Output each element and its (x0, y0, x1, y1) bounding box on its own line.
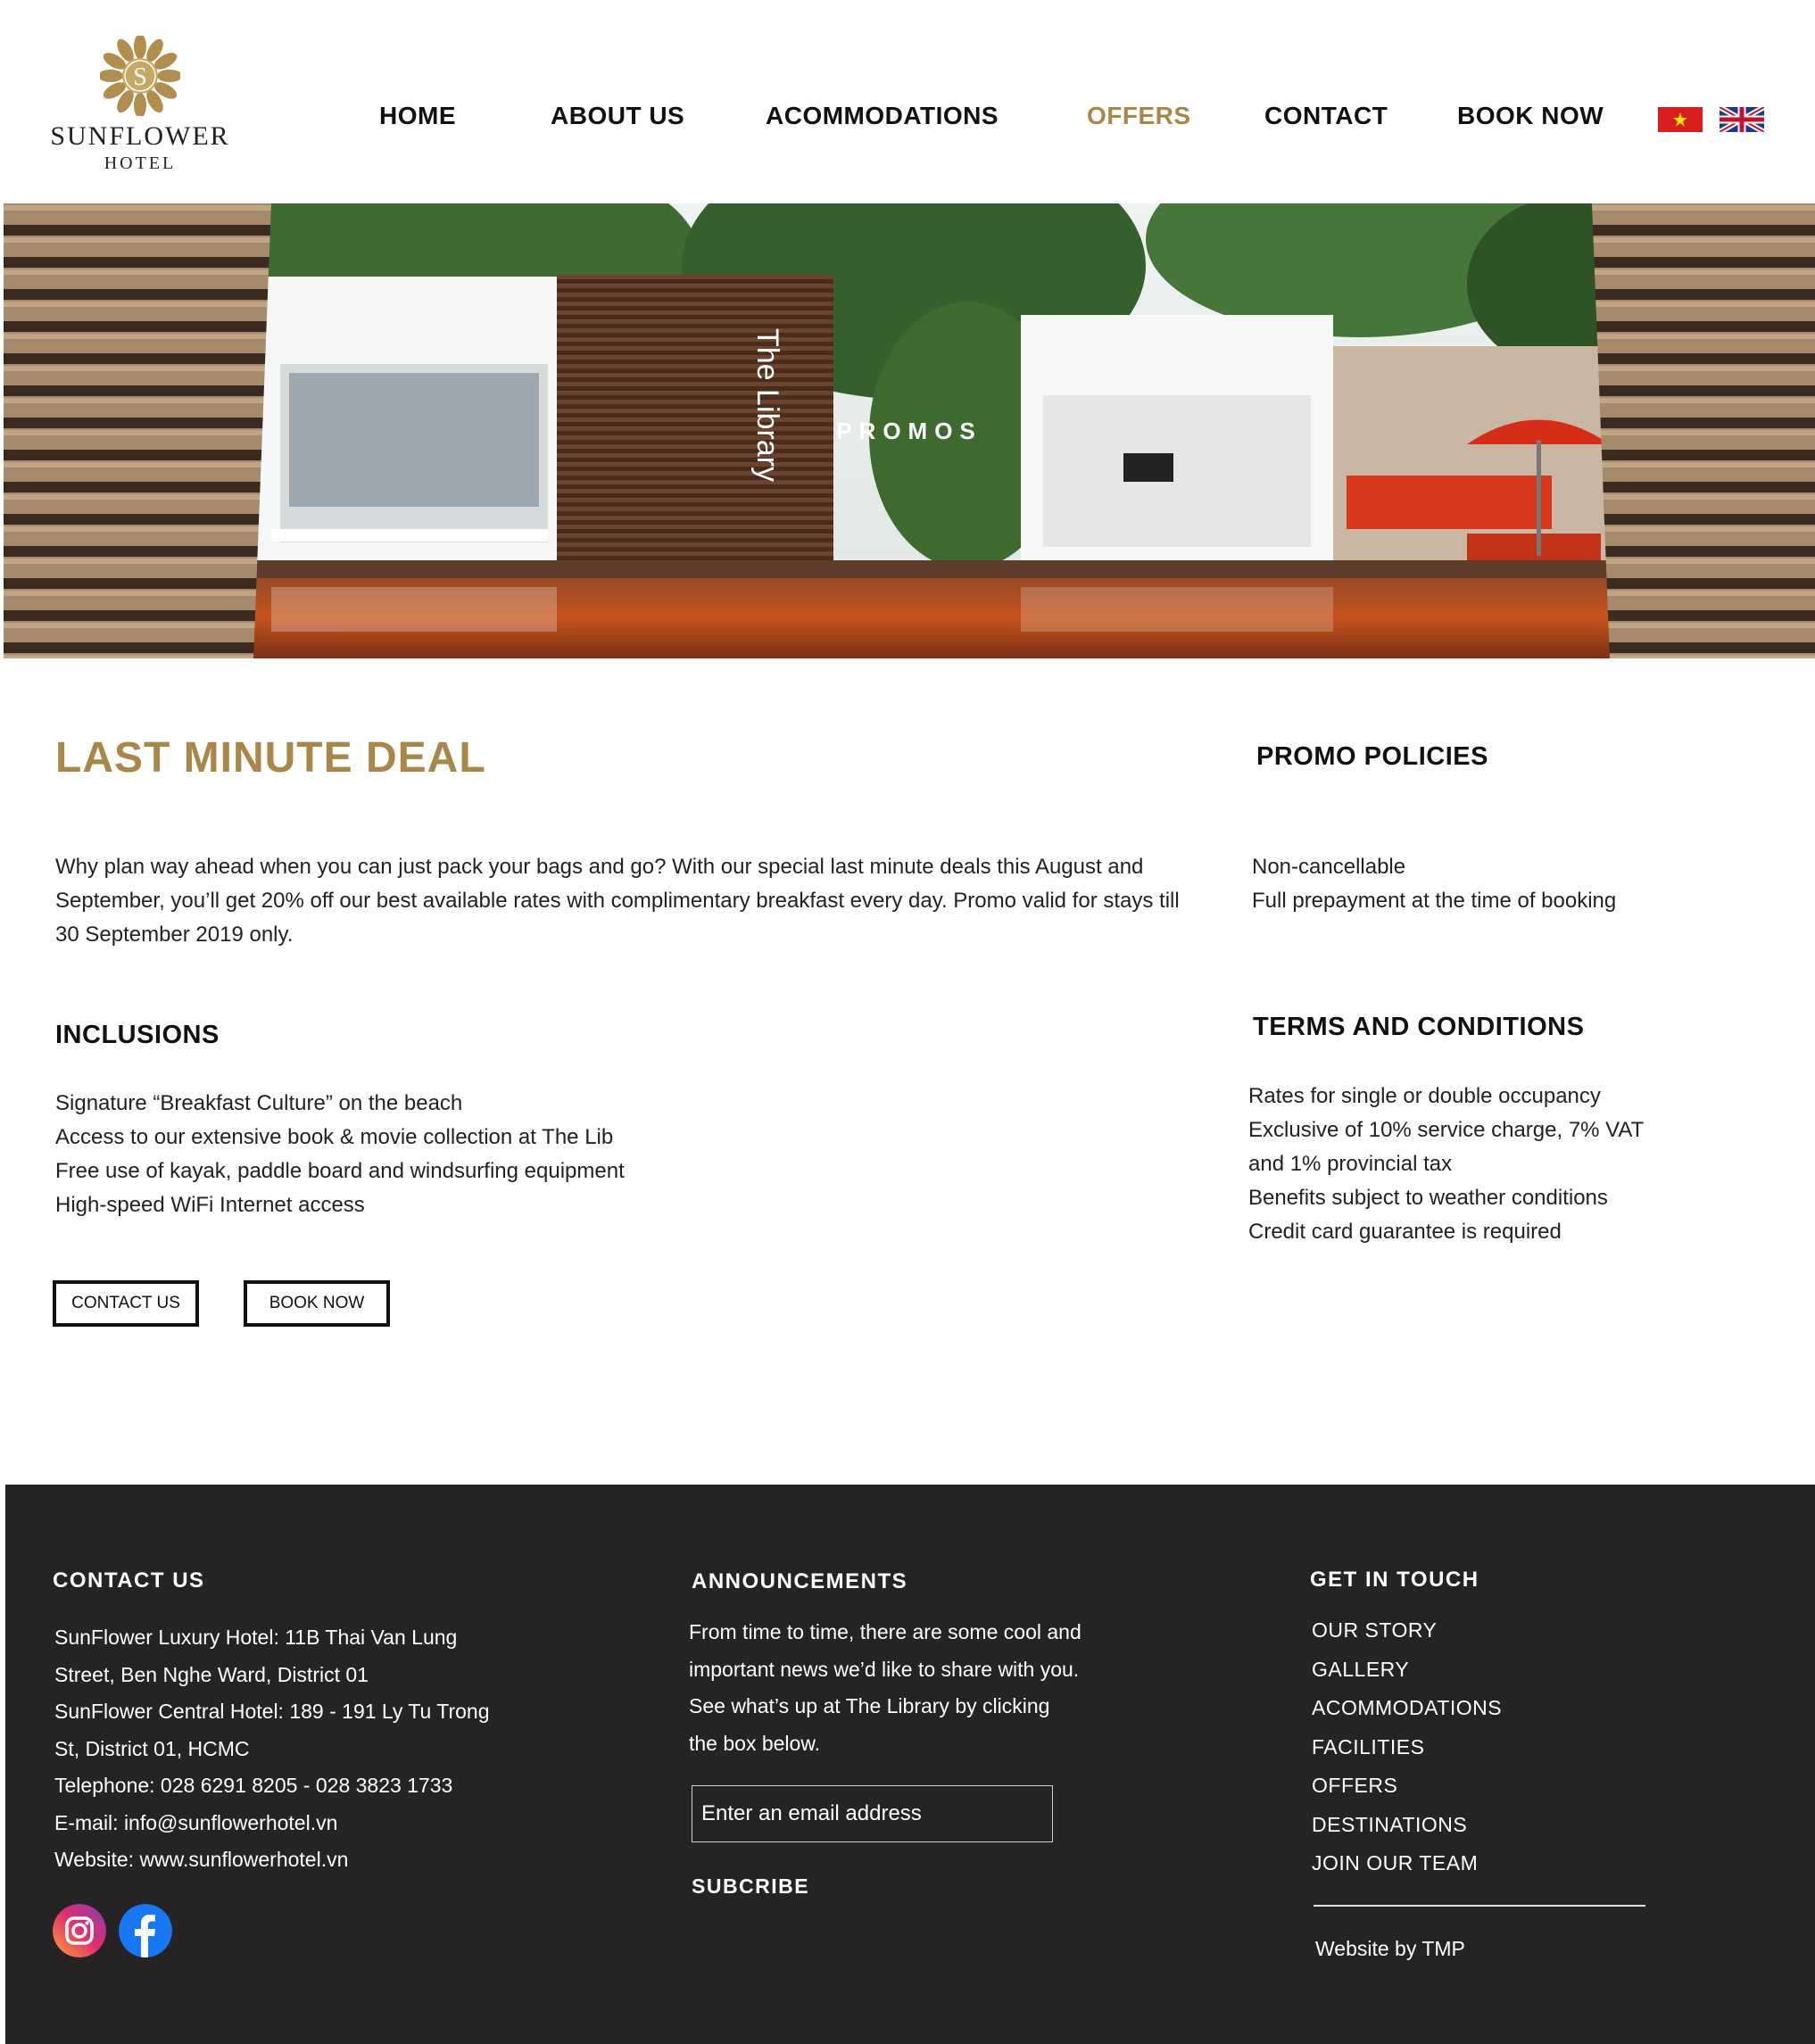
email-input[interactable] (692, 1785, 1053, 1842)
footer-link-destinations[interactable]: DESTINATIONS (1312, 1812, 1468, 1836)
list-item: Non-cancellable (1252, 855, 1406, 879)
logo-sub-text: HOTEL (104, 153, 177, 173)
footer-contact-details (54, 1619, 490, 1879)
contact-phone: Telephone: 028 6291 8205 - 028 3823 1733 (54, 1774, 453, 1797)
promo-policies-heading: PROMO POLICIES (1256, 742, 1488, 771)
hotel-logo[interactable] (46, 36, 234, 178)
svg-text:S: S (133, 63, 147, 91)
footer-link-facilities[interactable]: FACILITIES (1312, 1734, 1425, 1759)
announcement-line: From time to time, there are some cool and (689, 1620, 1082, 1643)
announcement-line: important news we’d like to share with you. (689, 1657, 1080, 1681)
announcement-line: the box below. (689, 1731, 821, 1755)
contact-line: SunFlower Luxury Hotel: 11B Thai Van Lung (54, 1626, 458, 1649)
announcement-line: See what’s up at The Library by clicking (689, 1694, 1050, 1717)
website-credit[interactable]: Website by TMP (1315, 1937, 1465, 1960)
svg-text:The Library: The Library (750, 328, 784, 482)
footer-link-offers[interactable]: OFFERS (1312, 1774, 1398, 1797)
list-item: Credit card guarantee is required (1248, 1220, 1562, 1244)
terms-list (1248, 1080, 1644, 1249)
inclusions-list (55, 1087, 625, 1222)
footer-links (1312, 1611, 1502, 1883)
list-item: Free use of kayak, paddle board and windsurfing equipment (55, 1159, 625, 1183)
subscribe-button[interactable]: SUBCRIBE (692, 1874, 810, 1898)
facebook-icon[interactable] (119, 1904, 172, 1957)
list-item: Rates for single or double occupancy (1248, 1084, 1601, 1108)
contact-us-button[interactable]: CONTACT US (53, 1280, 199, 1327)
footer-announcements-heading: ANNOUNCEMENTS (692, 1569, 908, 1593)
contact-email[interactable]: E-mail: info@sunflowerhotel.vn (54, 1810, 338, 1834)
list-item: High-speed WiFi Internet access (55, 1193, 365, 1217)
vietnam-flag-icon[interactable] (1658, 107, 1703, 132)
site-header (0, 0, 1815, 203)
nav-about-us[interactable]: ABOUT US (551, 102, 685, 129)
announcements-text (689, 1614, 1082, 1762)
nav-contact[interactable]: CONTACT (1264, 102, 1388, 129)
terms-heading: TERMS AND CONDITIONS (1253, 1013, 1585, 1041)
nav-offers[interactable]: OFFERS (1087, 102, 1191, 129)
list-item: Signature “Breakfast Culture” on the beach (55, 1091, 463, 1115)
logo-brand-text: SUNFLOWER (50, 121, 230, 151)
offer-description: Why plan way ahead when you can just pack your bags and go? With our special last minute deals this August and September, you’ll get 20% off our best available rates with complimentary breakfast every day. Promo valid for stays till 30 September 2019 only. (55, 855, 1180, 947)
page-title: LAST MINUTE DEAL (55, 734, 486, 782)
promo-policies-list (1252, 850, 1616, 918)
list-item: Exclusive of 10% service charge, 7% VAT (1248, 1118, 1645, 1142)
uk-flag-icon[interactable] (1720, 107, 1764, 132)
instagram-icon[interactable] (53, 1904, 106, 1957)
nav-home[interactable]: HOME (379, 102, 456, 129)
list-item: and 1% provincial tax (1248, 1152, 1453, 1176)
contact-line: SunFlower Central Hotel: 189 - 191 Ly Tu Trong (54, 1700, 490, 1723)
list-item: Benefits subject to weather conditions (1248, 1186, 1608, 1210)
contact-line: Street, Ben Nghe Ward, District 01 (54, 1662, 369, 1686)
footer-contact-heading: CONTACT US (53, 1568, 205, 1593)
nav-acommodations[interactable]: ACOMMODATIONS (766, 102, 999, 129)
site-footer (5, 1485, 1815, 2044)
hero-banner (4, 203, 1815, 658)
footer-link-join-our-team[interactable]: JOIN OUR TEAM (1312, 1851, 1479, 1874)
book-now-button[interactable]: BOOK NOW (244, 1280, 390, 1327)
footer-divider (1314, 1905, 1645, 1907)
footer-link-acommodations[interactable]: ACOMMODATIONS (1312, 1696, 1503, 1719)
inclusions-heading: INCLUSIONS (55, 1021, 220, 1049)
contact-line: St, District 01, HCMC (54, 1736, 250, 1760)
contact-website[interactable]: Website: www.sunflowerhotel.vn (54, 1848, 349, 1871)
nav-book-now[interactable]: BOOK NOW (1457, 102, 1604, 129)
hero-title: PROMOS (836, 418, 982, 444)
footer-link-gallery[interactable]: GALLERY (1312, 1657, 1410, 1681)
list-item: Access to our extensive book & movie collection at The Lib (55, 1125, 614, 1149)
list-item: Full prepayment at the time of booking (1252, 889, 1617, 913)
footer-link-our-story[interactable]: OUR STORY (1312, 1618, 1438, 1642)
footer-get-in-touch-heading: GET IN TOUCH (1310, 1568, 1479, 1592)
sunflower-logo-icon (100, 36, 180, 116)
